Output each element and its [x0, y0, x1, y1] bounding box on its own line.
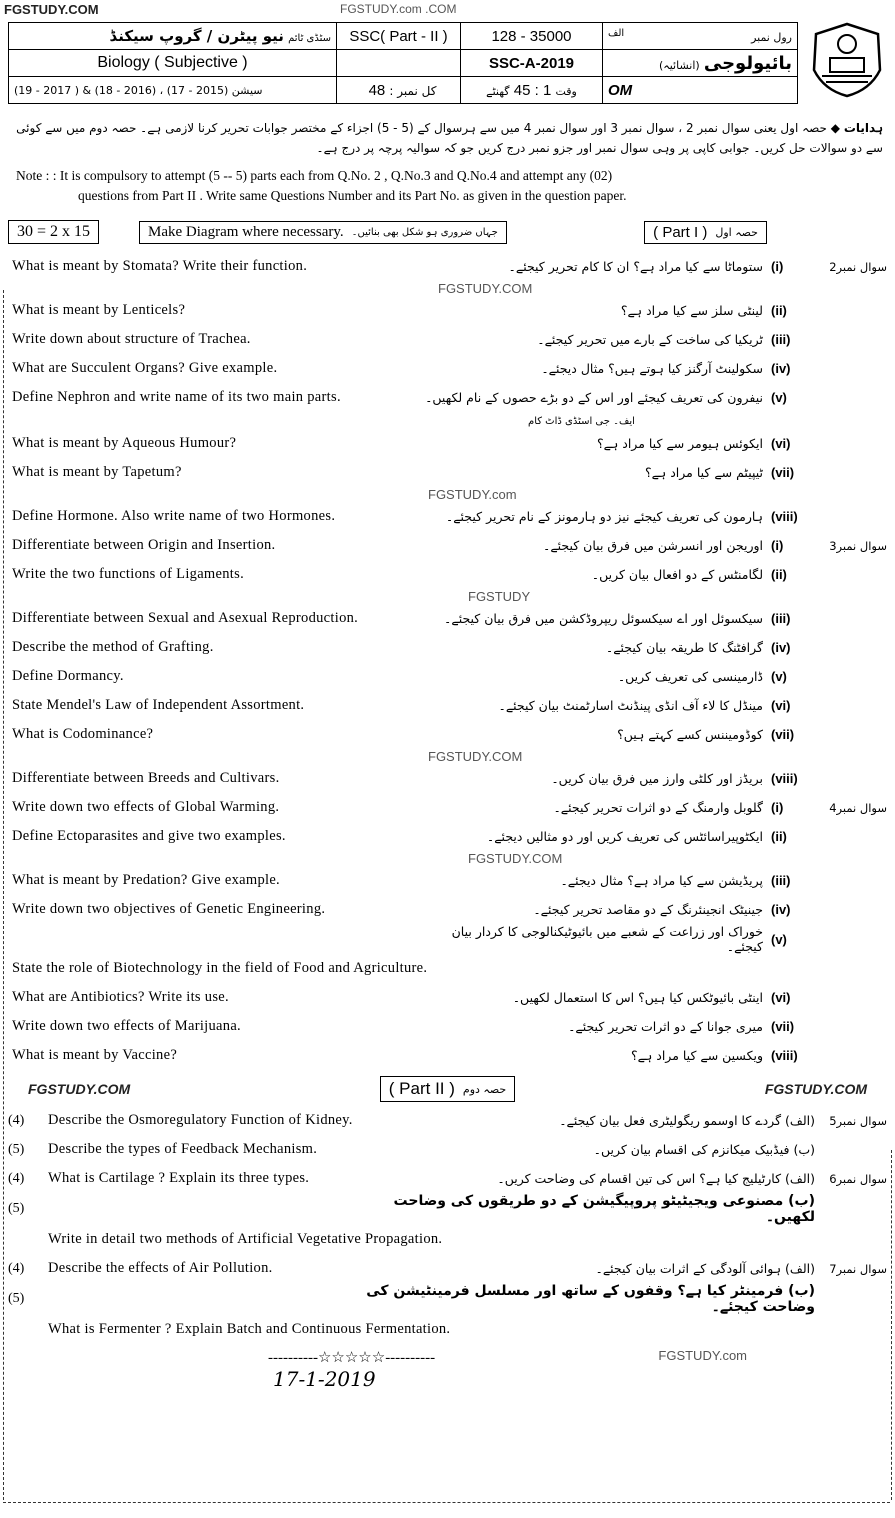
question-urdu: سکولینٹ آرگنز کیا ہوتے ہیں؟ مثال دیجئے۔	[541, 361, 763, 376]
question-urdu: اوریجن اور انسرشن میں فرق بیان کیجئے۔	[543, 538, 763, 553]
paper-code: الف	[608, 27, 625, 39]
exam-header-table	[8, 22, 798, 104]
question-urdu: گرافٹنگ کا طریقہ بیان کیجئے۔	[605, 640, 763, 655]
question-english: Differentiate between Sexual and Asexual Reproduction.	[12, 610, 359, 626]
part2-title	[380, 1076, 515, 1102]
part1-questions	[8, 252, 887, 1070]
pattern-cell	[9, 23, 337, 50]
question-english: Write down two effects of Marijuana.	[12, 1018, 241, 1034]
question-urdu: خوراک اور زراعت کے شعبے میں بائیوٹیکنالوجی کا کردار بیان کیجئے۔	[451, 924, 763, 954]
end-of-paper-stars: ----------☆☆☆☆☆----------	[268, 1350, 436, 1366]
question-urdu: گلوبل وارمنگ کے دو اثرات تحریر کیجئے۔	[553, 800, 763, 815]
question-urdu: ستوماٹا سے کیا مراد ہے؟ ان کا کام تحریر کیجئے۔	[508, 259, 763, 274]
part-number: (vii)	[771, 465, 795, 480]
diagram-note-en: Make Diagram where necessary.	[148, 223, 344, 240]
part-tag: (ب)	[793, 1142, 815, 1157]
subject-ur: بائیولوجی	[703, 52, 792, 74]
question-english: What is Fermenter ? Explain Batch and Continuous Fermentation.	[48, 1321, 451, 1337]
class-cell: SSC( Part - II )	[337, 23, 461, 50]
board-logo-icon	[808, 20, 886, 98]
subject-type: (انشائیہ)	[658, 58, 700, 72]
handwritten-date: 17-1-2019	[273, 1367, 376, 1391]
question-urdu: بریڈز اور کلٹی وارز میں فرق بیان کریں۔	[551, 771, 763, 786]
part-number: (vi)	[771, 436, 791, 451]
question-row-english	[8, 954, 887, 983]
question-english: Define Dormancy.	[12, 668, 124, 684]
question-row	[8, 531, 887, 560]
watermark: FGSTUDY	[468, 589, 531, 604]
watermark-row	[8, 851, 887, 866]
question-urdu-text: کارٹیلیج کیا ہے؟ اس کی تین اقسام کی وضاحت کریں۔	[497, 1171, 782, 1186]
question-row	[8, 1135, 887, 1164]
part-number: (iii)	[771, 332, 791, 347]
question-row	[8, 662, 887, 691]
question-english: State Mendel's Law of Independent Assortment.	[12, 697, 305, 713]
question-english: What is meant by Aqueous Humour?	[12, 435, 237, 451]
part-number: (ii)	[771, 303, 787, 318]
question-number-label: سوال نمبر6	[829, 1171, 887, 1186]
question-row	[8, 720, 887, 749]
question-row	[8, 983, 887, 1012]
question-urdu: مینڈل کا لاء آف انڈی پینڈنٹ اسارٹمنٹ بیان کیجئے۔	[498, 698, 763, 713]
question-english: Define Nephron and write name of its two main parts.	[12, 389, 341, 405]
question-urdu: جینیٹک انجینئرنگ کے دو مقاصد تحریر کیجئے۔	[533, 902, 763, 917]
question-urdu	[345, 1283, 815, 1315]
exam-code: SSC-A-2019	[461, 50, 603, 77]
question-number-label: سوال نمبر2	[829, 259, 887, 274]
question-row	[8, 764, 887, 793]
question-row	[8, 1012, 887, 1041]
watermark: FGSTUDY.COM	[468, 851, 563, 866]
question-urdu: ایکٹوپیراسائٹس کی تعریف کریں اور دو مثالیں دیجئے۔	[486, 829, 763, 844]
watermark-row	[8, 281, 887, 296]
watermark: FGSTUDY.com .COM	[340, 2, 457, 16]
subject-ur-cell	[603, 50, 798, 77]
question-row	[8, 604, 887, 633]
question-number-label: سوال نمبر5	[829, 1113, 887, 1128]
empty-cell	[337, 50, 461, 77]
subject-en: Biology ( Subjective )	[9, 50, 337, 77]
question-english: Describe the effects of Air Pollution.	[48, 1260, 273, 1276]
question-urdu: نیفرون کی تعریف کیجئے اور اس کے دو بڑے حصوں کے نام لکھیں۔	[425, 390, 763, 405]
question-row	[8, 383, 887, 412]
part-number: (vii)	[771, 727, 795, 742]
part-number: (vii)	[771, 1019, 795, 1034]
question-urdu: ٹریکیا کی ساخت کے بارے میں تحریر کیجئے۔	[537, 332, 763, 347]
part2-title-en: ( Part II )	[388, 1079, 455, 1098]
part2-questions	[8, 1106, 887, 1344]
part1-header	[8, 220, 887, 244]
question-english: Differentiate between Origin and Insertion.	[12, 537, 276, 553]
instructions-urdu	[8, 118, 887, 158]
part-number: (v)	[771, 931, 787, 947]
total-marks: 48	[368, 81, 386, 99]
time-unit: گھنٹے	[486, 84, 510, 98]
question-row	[8, 1164, 887, 1193]
question-english: Describe the method of Grafting.	[12, 639, 214, 655]
question-english: Write down about structure of Trachea.	[12, 331, 251, 347]
question-row-english	[8, 1315, 887, 1344]
footer	[8, 1348, 887, 1391]
diagram-note-ur: جہاں ضروری ہو شکل بھی بنائیں۔	[351, 226, 498, 238]
watermark-row	[8, 412, 887, 429]
part1-title-ur: حصہ اول	[715, 225, 758, 239]
watermark: FGSTUDY.COM	[4, 2, 99, 17]
question-urdu-text: ہوائی آلودگی کے اثرات بیان کیجئے۔	[595, 1261, 782, 1276]
part-number: (iv)	[771, 902, 791, 917]
marks: (5)	[8, 1291, 25, 1306]
part1-title	[644, 221, 767, 244]
question-urdu: ایکوئس ہیومر سے کیا مراد ہے؟	[597, 436, 763, 451]
watermark-urdu: ایف۔ جی اسٹڈی ڈاٹ کام	[528, 416, 635, 427]
diamond-icon: ◆	[830, 121, 841, 135]
note	[8, 166, 887, 206]
instructions-title: ہدایات	[843, 121, 883, 135]
roll-number-label: رول نمبر	[751, 30, 792, 44]
watermark: FGSTUDY.com	[658, 1348, 747, 1363]
question-row	[8, 429, 887, 458]
part-number: (iv)	[771, 640, 791, 655]
question-english: Write the two functions of Ligaments.	[12, 566, 244, 582]
question-english: What are Antibiotics? Write its use.	[12, 989, 229, 1005]
question-row	[8, 895, 887, 924]
question-urdu-text: مصنوعی ویجیٹیٹو پروپیگیشن کے دو طریقوں کی وضاحت لکھیں۔	[393, 1193, 815, 1225]
question-urdu-text: فرمینٹر کیا ہے؟ وقفوں کے ساتھ اور مسلسل فرمینٹیشن کی وضاحت کیجئے۔	[366, 1283, 815, 1315]
instructions-line-1: حصہ اول یعنی سوال نمبر 2 ، سوال نمبر 3 اور سوال نمبر 4 میں سے ہرسوال کے (5 - 5) اجزاء کے مختصر جوابات تحریر کرنا لازمی ہے۔ حصہ دوم میں سے کوئی سے دو سوالات	[16, 121, 883, 155]
question-english: What is meant by Lenticels?	[12, 302, 186, 318]
part-number: (iv)	[771, 361, 791, 376]
watermark: FGSTUDY.COM	[438, 281, 533, 296]
top-watermark-bar	[0, 0, 895, 20]
watermark: FGSTUDY.COM	[28, 1081, 131, 1097]
question-english: Define Hormone. Also write name of two Hormones.	[12, 508, 336, 524]
time-cell	[461, 77, 603, 104]
question-english: What are Succulent Organs? Give example.	[12, 360, 278, 376]
question-row-english	[8, 1225, 887, 1254]
question-number-label: سوال نمبر3	[829, 538, 887, 553]
question-urdu-text: فیڈبیک میکانزم کی اقسام بیان کریں۔	[593, 1142, 790, 1157]
total-marks-label: کل نمبر :	[389, 83, 437, 98]
question-row	[8, 296, 887, 325]
session: سیشن (2015 - 17) ، (2016 - 18) & ( 2017 - 19)	[9, 77, 337, 104]
pattern-label: نیو پیٹرن / گروپ سیکنڈ	[109, 27, 284, 45]
part-number: (i)	[771, 259, 784, 274]
part-number: (vi)	[771, 698, 791, 713]
question-urdu: ٹیپیٹم سے کیا مراد ہے؟	[644, 465, 763, 480]
question-english: State the role of Biotechnology in the field of Food and Agriculture.	[12, 960, 428, 976]
marks: (5)	[8, 1201, 25, 1216]
page-border-bottom	[3, 1502, 890, 1503]
question-row	[8, 502, 887, 531]
part-number: (viii)	[771, 1048, 798, 1063]
part-number: (vi)	[771, 990, 791, 1005]
question-urdu: سیکسوئل اور اے سیکسوئل ریپروڈکشن میں فرق بیان کیجئے۔	[444, 611, 763, 626]
question-english: What is Codominance?	[12, 726, 154, 742]
instructions-line-2: حل کریں۔ جوابی کاپی پر وہی سوال نمبر اور جزو نمبر درج کریں جو کہ سوالیہ پرچہ پر درج ہے۔	[316, 141, 806, 155]
question-english: Describe the types of Feedback Mechanism.	[48, 1141, 318, 1157]
question-urdu: ہارمون کی تعریف کیجئے نیز دو ہارمونز کے نام تحریر کیجئے۔	[445, 509, 763, 524]
question-english: Describe the Osmoregulatory Function of Kidney.	[48, 1112, 353, 1128]
question-row	[8, 252, 887, 281]
part2-header	[8, 1076, 887, 1102]
question-urdu	[596, 1261, 815, 1276]
watermark: FGSTUDY.COM	[428, 749, 523, 764]
question-english: Write down two objectives of Genetic Engineering.	[12, 901, 326, 917]
question-row	[8, 866, 887, 895]
marks: (4)	[8, 1112, 25, 1128]
code: OM	[603, 77, 798, 104]
watermark-row	[8, 487, 887, 502]
question-urdu: کوڈومیننس کسے کہتے ہیں؟	[617, 727, 763, 742]
question-urdu: ویکسین سے کیا مراد ہے؟	[631, 1048, 763, 1063]
question-row	[8, 793, 887, 822]
part-number: (ii)	[771, 567, 787, 582]
part-tag: (ب)	[788, 1193, 815, 1209]
watermark: FGSTUDY.com	[428, 487, 517, 502]
marks: (4)	[8, 1260, 25, 1276]
part-number: (v)	[771, 669, 787, 684]
question-english: Differentiate between Breeds and Cultivars.	[12, 770, 280, 786]
marks: (5)	[8, 1141, 25, 1157]
part1-title-en: ( Part I )	[653, 223, 708, 241]
question-row	[8, 1193, 887, 1225]
roll-number-cell	[603, 23, 798, 50]
question-urdu: لگامنٹس کے دو افعال بیان کریں۔	[591, 567, 763, 582]
question-row	[8, 560, 887, 589]
total-marks-cell	[337, 77, 461, 104]
question-english: What is meant by Tapetum?	[12, 464, 182, 480]
watermark-row	[8, 589, 887, 604]
part-number: (ii)	[771, 829, 787, 844]
question-urdu: اینٹی بائیوٹکس کیا ہیں؟ اس کا استعمال لکھیں۔	[512, 990, 763, 1005]
question-urdu	[497, 1171, 815, 1186]
part-number: (iii)	[771, 873, 791, 888]
question-english: What is meant by Predation? Give example.	[12, 872, 280, 888]
question-row	[8, 458, 887, 487]
pattern-small: سٹڈی ٹائم	[288, 33, 331, 44]
part-tag: (الف)	[785, 1113, 815, 1128]
watermark-row	[8, 749, 887, 764]
question-row	[8, 633, 887, 662]
diagram-note	[139, 221, 507, 244]
question-row	[8, 1254, 887, 1283]
question-english: What is meant by Stomata? Write their function.	[12, 258, 308, 274]
part-number: (v)	[771, 390, 787, 405]
question-english: Define Ectoparasites and give two examples.	[12, 828, 286, 844]
question-urdu	[559, 1113, 815, 1128]
question-number-label: سوال نمبر4	[829, 800, 887, 815]
marks: (4)	[8, 1170, 25, 1186]
question-english: What is Cartilage ? Explain its three types.	[48, 1170, 310, 1186]
part-number: (i)	[771, 538, 784, 553]
question-row	[8, 1106, 887, 1135]
part-number: (viii)	[771, 771, 798, 786]
question-urdu: ڈارمینسی کی تعریف کریں۔	[617, 669, 763, 684]
paper-body	[0, 118, 895, 1391]
part-number: (iii)	[771, 611, 791, 626]
time-value: 1 : 45	[513, 81, 552, 99]
question-english: Write in detail two methods of Artificial Vegetative Propagation.	[48, 1231, 443, 1247]
note-line-2: questions from Part II . Write same Questions Number and its Part No. as given in the question paper.	[78, 188, 627, 203]
question-row	[8, 822, 887, 851]
question-urdu: میری جوانا کے دو اثرات تحریر کیجئے۔	[568, 1019, 763, 1034]
part-number: (i)	[771, 800, 784, 815]
roll-number-value: 128 - 35000	[461, 23, 603, 50]
part-tag: (ب)	[788, 1283, 815, 1299]
part1-marks: 30 = 2 x 15	[8, 220, 99, 244]
question-urdu: پریڈیشن سے کیا مراد ہے؟ مثال دیجئے۔	[560, 873, 763, 888]
question-row	[8, 924, 887, 954]
question-row	[8, 354, 887, 383]
question-row	[8, 325, 887, 354]
part2-title-ur: حصہ دوم	[462, 1082, 507, 1096]
watermark: FGSTUDY.COM	[764, 1081, 867, 1097]
question-english: Write down two effects of Global Warming.	[12, 799, 280, 815]
question-row	[8, 1041, 887, 1070]
note-line-1: Note : : It is compulsory to attempt (5 -- 5) parts each from Q.No. 2 , Q.No.3 and Q.No.4 and attempt any (02)	[16, 168, 613, 183]
question-number-label: سوال نمبر7	[829, 1261, 887, 1276]
question-urdu	[345, 1193, 815, 1225]
time-label: وقت	[555, 84, 577, 98]
part-tag: (الف)	[785, 1261, 815, 1276]
part-tag: (الف)	[785, 1171, 815, 1186]
question-urdu	[594, 1142, 815, 1157]
question-row	[8, 1283, 887, 1315]
question-urdu-text: گردے کا اوسمو ریگولیٹری فعل بیان کیجئے۔	[559, 1113, 782, 1128]
question-english: What is meant by Vaccine?	[12, 1047, 178, 1063]
part-number: (viii)	[771, 509, 798, 524]
question-row	[8, 691, 887, 720]
question-urdu: لینٹی سلز سے کیا مراد ہے؟	[620, 303, 763, 318]
